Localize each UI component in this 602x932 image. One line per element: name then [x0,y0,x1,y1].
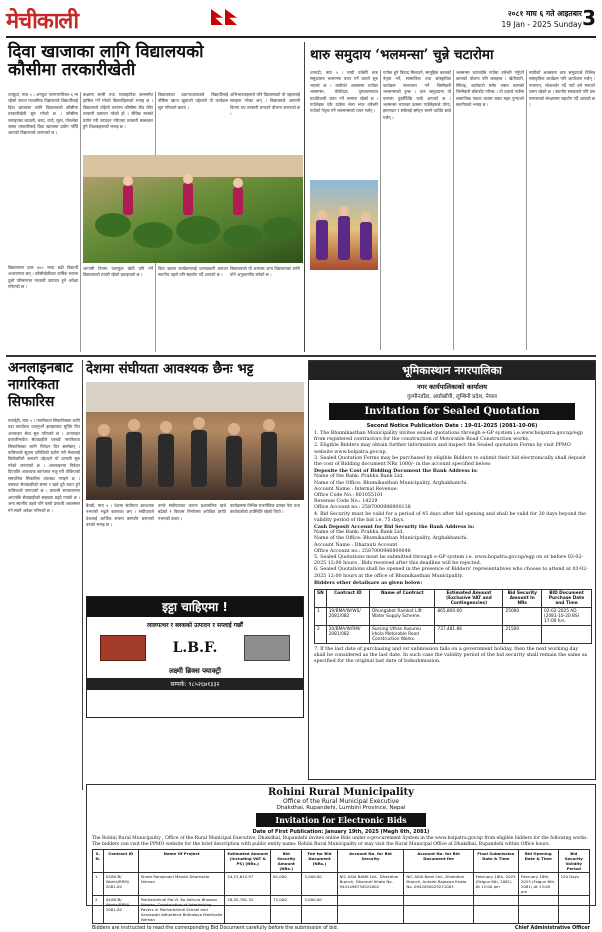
column-rule [380,70,381,350]
story3-headline [8,360,78,411]
notice1-para4: 4. Bid Security must be valid for a period of 45 days after bid opening and shall be valid for 30 days beyond the validity period of the bid i.e. 75 days. [314,511,586,523]
tharu-gathering-photo [310,180,378,270]
story2-headline: थारु समुदाय ‘भलमन्सा’ चुन्ने चटारोमा [310,47,494,63]
table-header-cell: Fee for Bid Document (NRs.) [302,850,337,873]
block-icon [244,635,290,661]
table-cell: 2 [315,626,327,644]
notice2-date-line: Date of First Publication: January 19th, 2025 (Magh 6th, 2081) [252,829,430,835]
story4-body-col3: कार्यक्रममा विभिन्न राजनीतिक दलका नेता तथा कार्यकर्ताको उपस्थिति रहेको थियो । [230,503,300,515]
notice1-office-np: भूमिकास्थान नगरपालिका [309,361,595,380]
table-header-cell: Name of Contract [370,590,435,608]
story4-body-col2: उनले संघीयताका कारण प्रशासनिक खर्च बढेको र विकास निर्माणमा अपेक्षित प्रगति नभएको बताए । [158,503,226,521]
notice2-banner: Invitation for Electronic Bids [256,813,426,827]
notice2-title: Rohini Rural Municipality [267,787,414,798]
date-english: 19 Jan - 2025 Sunday [501,20,582,29]
story2-body-col2: गाउँमा हुने विवाद मिलाउने, सामूहिक कामको नेतृत्व गर्ने, सामाजिक तथा सांस्कृतिक कार्यक्रम सञ्चालन गर्ने जिम्मेवारी भलमन्साको हुन्छ । थारु समुदायमा यो परम्परा पुस्तौँदेखि चल्दै आएको छ । भलमन्सा चयनका क्रममा गाउँलेहरूले योग्य, इमानदार र सबैलाई समेट्न सक्ने व्यक्ति छान्ने गर्छन् । [383,70,451,120]
story1-body-col1: धनकुटा, माघ ५ । अनघुटा जनगणालिका–६ मा रहेको जनता माध्यमिक विद्यालयले विद्यार्थीलाई दिवा खाजाका लागि विद्यालयको कौसीमा तरकारीखेती सुरु गरेको छ । कौसीमा लगाइएका काउली, बन्दा, रायो, मूला, गोलभेडा जस्ता तरकारीलाई दिवा खाजामा प्रयोग गरिँदै आएको विद्यालयले जनाएको छ । [8,92,78,136]
column-rule [80,92,81,352]
table-cell: Pokharbhindi Ma.Vi. Ko Adhuro Bhawan Nirman, Construction of Interlocking Pavers in Pokharbhindi School and Saraswati Adharbhut Bidhalaya Mahthalla Nirman [138,896,225,924]
table-cell: February 18th, 2025 (Falgun 6th, 2081) At 12:00 pm [473,873,518,896]
notice1-bank1: Name of the Bank: Prabhu Bank Ltd. [314,474,404,480]
flag-icon [211,9,223,25]
notice1-bank2: Name of the Bank: Prabhu Bank Ltd. [314,530,404,536]
flag-icon [225,9,237,25]
brick-icon [100,635,146,661]
rohini-notice [86,784,596,932]
notice2-table [92,849,590,924]
date-nepali: २०८१ माघ ६ गते आइतबार [507,9,582,18]
notice1-code1: Office Code No.: 801055101 [314,493,384,499]
story1-headline-line1: दिवा खाजाका लागि विद्यालयको [8,42,204,62]
brick-ad-company: लक्ष्मी ब्रिक्स फ्याक्ट्री [169,667,221,675]
notice1-date: Second Notice Publication Date : 19-01-2025 (2081-10-06) [366,423,538,429]
table-cell: Shree Ramjanaki Mandir Dhamsala Nirman [138,873,225,896]
table-cell: 04/NCB/ Works/RRM/ 2081-82 [103,896,138,924]
notice1-para7: 7. If the last date of purchasing and /or submission falls on a government holiday, then the next working day shall be considered as the last date. In such case the validity period of the bid security shall remain the same as specified for the original last date of bidsubmission. [314,647,588,665]
column-rule [453,70,454,350]
table-header-cell: Final Submission Date & Time [473,850,518,873]
table-cell: 1 [93,873,104,896]
story2-body-col3: भलमन्सा चयनपछि गाउँमा वर्षभरि गर्नुपर्ने कामको योजना पनि बनाइन्छ । खेतीपाती, सिँचाइ, बाटोघाटो मर्मत जस्ता कामको जिम्मेवारी बाँडफाँट गरिन्छ । यो प्रथाले गाउँमा सामाजिक एकता कायम राख्न मद्दत पुर्‍याउने स्थानीयको भनाइ छ । [456,70,524,108]
table-header-cell: Contract ID [103,850,138,873]
vegetable-garden-photo [83,155,303,263]
table-header-cell: Estimated Amount (Including VAT & PS) (NRs.) [225,850,271,873]
table-header-cell: BID Document Purchase Date and Time [542,590,592,608]
bhumikasthan-notice [308,360,596,780]
brick-ad-contact: सम्पर्क: ९८५२६७१३३२ [87,678,303,690]
table-header-cell: Estimated Amount (Exclusive VAT and Contingencies) [435,590,503,608]
column-rule [526,70,527,350]
notice1-address: गुल्मीनडाँडा, अर्घाखाँची, लुम्बिनी प्रदेश, नेपाल [407,394,497,400]
notice1-acno2: Office Account no.: 2587000986800048 [314,548,411,554]
nepal-flags [211,9,237,25]
story2-body-col1: धनगढी, माघ ५ । माघी पर्वसँगै थारु समुदायमा भलमन्सा चयन गर्ने चटारो सुरु भएको छ । माघीको अवसरमा गाउँका भलमन्सा, चौकीदार, गुरुवालगायत पदाधिकारी चयन गर्ने परम्परा रहेको छ । गाउँलेहरू एकै ठाउँमा भेला भएर वर्षभरि गाउँको नेतृत्व गर्ने भलमन्साको चयन गर्छन् । [310,70,378,114]
notice1-cash-head: Cash Deposit Account for Bid Security the Bank Address is: [314,524,475,531]
story3-body: रुपन्देही, माघ ५ । नागरिकता सिफारिसका लागि वडा कार्यालय धाउनुपर्ने झन्झटबाट मुक्ति दिन अनलाइन सेवा सुरु गरिएको छ । अनलाइन प्रणालीमार्फत सेवाग्राहीले घरबाटै नागरिकता सिफारिसका लागि निवेदन दिन सक्नेछन् । पालिकाले सूचना प्रविधिको प्रयोग गरी सेवालाई छिटोछरितो बनाउने उद्देश्यले यो प्रणाली सुरु गरेको जनाएको छ । अनलाइनमा निवेदन दिएपछि आवश्यक कागजात रुजु गरी तोकिएको समयभित्र सिफारिस उपलब्ध गराइने छ । यसबाट सेवाग्राहीको समय र खर्च दुवै बचत हुने पालिकाले जनाएको छ । प्रणाली सञ्चालनमा आएपछि सेवाग्राहीको सङ्ख्या बढ्दै गएको छ । अन्य स्थानीय तहले पनि यस्तो प्रणाली अवलम्बन गर्न सक्ने अपेक्षा गरिएको छ । [8,418,80,513]
story1-body-col4: अभिभावकहरूले पनि विद्यालयको यो पहललाई सराहना गरेका छन् । विद्यालयले आगामी दिनमा थप तरकारी लगाउने योजना बनाएको छ । [230,92,300,117]
notice2-para: The Rohini Rural Municipality , Office of the Rural Municipal Executive, Dhakdhai, Rupandehi invites online Bids under e-procurement System in the www.bolpatra.gov.np from eligible bidders for the following works. The bidders can visit the PPMO website for the brief description with public entity name: Rohini Rural Municipality or may visit the Rural Municipal Office at Dhakdhai, Rupandehi within Office hours. [92,836,588,847]
story3-headline-line3: सिफारिस [8,394,55,410]
table-cell: 20/BMA/W/RM/ 2081/082 [326,626,369,644]
notice1-table [314,589,592,644]
notice2-signature: Chief Administrative Officer [514,926,590,932]
table-header-cell: Contract ID [326,590,369,608]
story1-body-col2: कक्षामा सामी तथा व्यावहारिक ज्ञानसमेत हासिल गर्ने गरेको विद्यार्थीहरूको भनाइ छ । विद्यालयले पहिलो चरणमा कौसीमा बीउ रोपेर तरकारी उत्पादन गरेको हो । जैविक मलको प्रयोग गरी उत्पादन गरिएका तरकारी स्वस्थकर हुने शिक्षकहरूको भनाइ छ । [83,92,153,130]
story4-headline: देशमा संघीयता आवश्यक छैनः भट्ट [86,361,254,377]
notice1-para2: 2. Eligible Bidders may obtain further information and inspect the Sealed quotation Forms by visit PPMO website www.bolpatra.gov.np. [314,443,571,455]
table-header-cell: Account No. for Bid Document fee [404,850,473,873]
notice2-note: Bidders are instructed to read the corresponding Bid Document carefully before the submission of bid. [92,926,339,932]
table-cell: 72,000 [271,896,302,924]
notice1-office1: Name of the Office: Bhumikasthan Municipality, Arghakhanchi. [314,480,469,486]
story4-body-col1: बैतडी, माघ ५ । देशमा संघीयता आवश्यक नभएको भट्टले बताएका छन् । संघीयताले देशलाई आर्थिक रूपमा कमजोर बनाएको उनको भनाइ छ । [86,503,154,528]
logo-text: मेचीकाली [6,8,79,34]
notice1-para1: 1. The Bhumikasthan Municipality invites sealed quotations through e-GP system i.e.www.bolpatra.gov.np/egp from registered contractors for the construction of Motorable Road Construction works. [314,431,583,443]
table-cell: 1 [315,608,327,626]
notice1-deposit-head: Deposite the Cost of Bidding Document the Bank Address is: [314,468,478,475]
notice1-acno1: Office Account no.: 2587000986800138 [314,505,411,511]
story3-headline-line2: नागरिकता [8,377,59,393]
story1-photo [83,155,303,263]
table-cell: 03/NCB/ Works/RRM/ 2081-82 [103,873,138,896]
story1-headline [8,44,298,80]
notice1-bidders-head: Bidders other detailsare as given below: [314,579,423,586]
table-cell: 3,000.00 [302,896,337,924]
page-number: 3 [582,6,596,30]
table-cell: NIC ASIA BANK Ltd., Dhakdhai Branch, Dharauti Khata No. 9441498734524002 [337,873,404,896]
notice1-para5: 5. Sealed Quotations must be submitted through e-GP system i.e. www.bopatra.gov.np/egp on or before 03-02-2025 12:00 hours . Bids received after this deadline will be rejected. [314,555,584,567]
table-cell: NIC ASIA Bank Ltd., Dhakdhai Branch, Antarik Rajaswa Khata No. 0942050029211003 [404,873,473,896]
story1-body-col1-cont: विद्यालयमा हाल ४०० भन्दा बढी विद्यार्थी अध्ययनरत छन् । कौसीखेतीबाट वार्षिक रूपमा ठूलो परिमाणमा तरकारी उत्पादन हुने अपेक्षा गरिएको छ । [8,265,78,290]
newspaper-logo [6,6,78,34]
notice1-para3: 3. Sealed Quotation Forms may be purchased by eligible Bidders to submit their bid electronically shall deposit the cost of Bidding document NRs 1000/- in the account specified below: [314,455,586,468]
table-cell: 19/BMA/W/WS/ 2081/082 [326,608,369,626]
table-cell: Dhungabot Ramkot Lift Water Supply Scheme. [370,608,435,626]
table-cell: 28,50,761.32 [225,896,271,924]
table-row [93,873,590,896]
brick-ad [86,596,304,718]
table-header-cell: SN [315,590,327,608]
story1-body-col2-cont: आगामी दिनमा फलफूल खेती पनि गर्ने विद्यालयको तयारी रहेको बताइएको छ । [83,266,153,278]
brick-ad-brand: L.B.F. [172,640,218,656]
table-row [315,608,592,626]
notice1-office-sub: नगर कार्यपालिकाको कार्यालय [416,383,488,391]
story1-body-col3-cont: दिवा खाजा कार्यक्रमलाई प्रभावकारी बनाउन स्थानीय तहले पनि सहयोग गर्दै आएको छ । [158,266,228,278]
table-cell: 25000 [503,608,542,626]
table-header-cell: Bid Opening Date & Time [518,850,558,873]
table-cell: Sursing Uthan Kusumu khola Motorable Road Construction Works. [370,626,435,644]
masthead [6,6,596,38]
table-cell [542,626,592,644]
brick-ad-line: लालपत्थर र ब्लकको उत्पादन र सप्लाई गर्छौं [147,622,243,629]
story2-body-col4: माघीको अवसरमा थारु समुदायले विभिन्न सांस्कृतिक कार्यक्रम पनि आयोजना गर्छन् । नाचगान, भोजभतेर गर्दै नयाँ वर्ष मनाउने चलन रहेको छ । स्थानीय सरकारले पनि यस परम्पराको संरक्षणमा सहयोग गर्दै आएको छ । [529,70,595,108]
story4-photo [86,382,304,500]
table-cell: 737,481.86 [435,626,503,644]
story2-photo [310,180,378,270]
table-header-cell: Name Of Project [138,850,225,873]
story-divider [304,42,305,352]
story-divider [82,360,83,790]
table-header-cell: Bid Security Amount (NRs.) [271,850,302,873]
brick-ad-title: इट्टा चाहिएमा ! [87,597,303,617]
story1-headline-line2: कौसीमा तरकारीखेती [8,59,136,80]
notice1-office2: Name of the Office: Bhumikasthan Municipality, Arghakhanchi. [314,536,469,542]
table-cell: February 18th, 2025 (Falgun 6th, 2081) At 13:00 pm [518,873,558,896]
notice1-acname2: Account Name : Dharauti Account [314,542,398,548]
table-row [315,626,592,644]
notice2-subtitle: Office of the Rural Municipal Executive [283,798,399,805]
story1-body-col3: विद्यालयका प्रधानाध्यापकले विद्यार्थीलाई पौष्टिक खाना खुवाउने उद्देश्यले यो कार्यक्रम सुरु गरिएको बताए । [158,92,228,110]
table-cell: 24,15,615.97 [225,873,271,896]
table-header-cell: Bid Security Validity Period [558,850,589,873]
notice1-title: Invitation for Sealed Quotation [329,403,575,420]
story3-headline-line1: अनलाइनबाट [8,360,73,376]
table-cell: 61,000 [271,873,302,896]
table-cell: 120 Days [558,873,589,896]
section-rule [6,355,596,357]
table-header-cell: Account No. for Bid Security [337,850,404,873]
table-cell: 865,800.00 [435,608,503,626]
story1-body-col4-cont: विद्यालयको यो अभ्यास अन्य विद्यालयका लागि पनि अनुकरणीय बनेको छ । [230,266,300,278]
notice1-rev1: Revenue Code No.: 14229 [314,499,378,505]
table-header-cell: Bid Security Amount In NRs [503,590,542,608]
table-cell: 2 [93,896,104,924]
table-cell: 02-02-2025 AD (2081-10-20 BS) 17:00 hrs. [542,608,592,626]
notice1-acname1: Account Name : Internal Revenue. [314,486,399,492]
speech-event-photo [86,382,304,500]
notice2-address: Dhakdhai, Rupandehi, Lumbini Province, Nepal [276,805,406,811]
table-cell: 3,000.00 [302,873,337,896]
dateline [502,8,583,30]
notice1-para6: 6. Sealed Quotations shall be opened in the presence of Bidders' representatives who choose to attend at 03-02-2025 12:00 hours at the office of Bhumikasthan Municipality. [314,567,588,579]
table-header-cell: S. N. [93,850,104,873]
table-cell: 21500 [503,626,542,644]
